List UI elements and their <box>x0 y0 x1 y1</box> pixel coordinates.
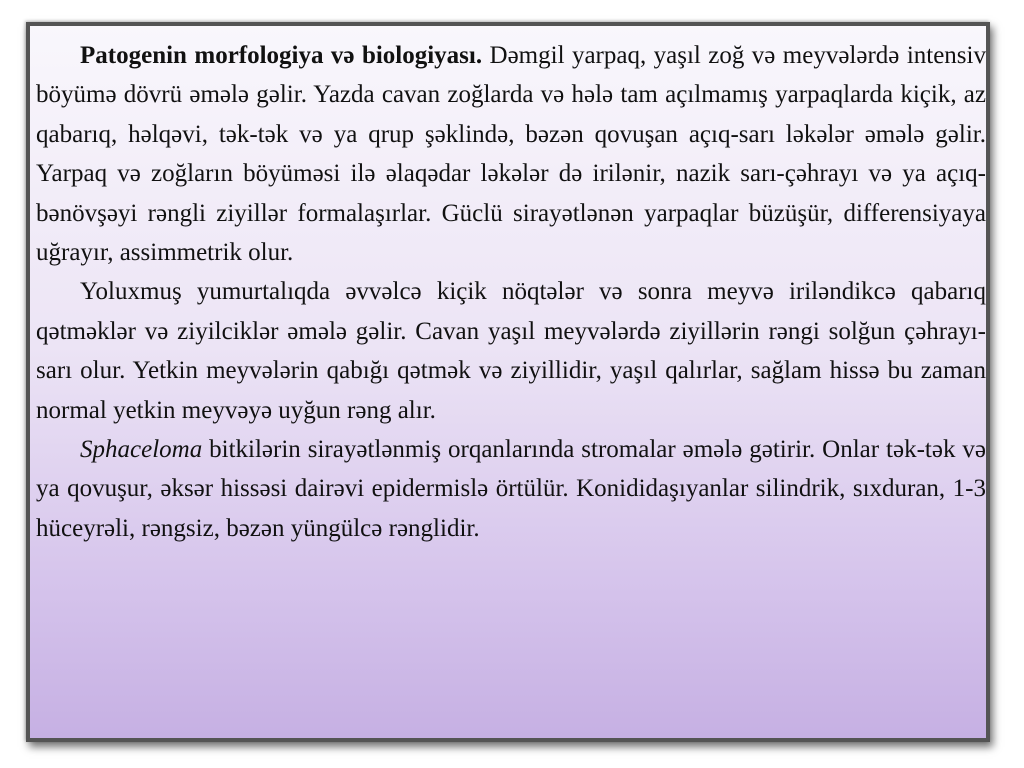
paragraph-sphaceloma <box>36 430 986 548</box>
paragraph-fruit-infection <box>36 272 986 430</box>
paragraph-body: Dəmgil yarpaq, yaşıl zoğ və meyvələrdə intensiv böyümə dövrü əmələ gəlir. Yazda cavan zoğlarda və hələ tam açılmamış yarpaqlarda kiçik, az qabarıq, həlqəvi, tək-tək və ya qrup şəklində, bəzən qovuşan açıq-sarı ləkələr əmələ gəlir. Yarpaq və zoğların böyüməsi ilə əlaqədar ləkələr də irilənir, nazik sarı-çəhrayı və ya açıq-bənövşəyi rəngli ziyillər formalaşırlar. Güclü sirayətlənən yarpaqlar büzüşür, differensiyaya uğrayır, assimmetrik olur. <box>36 42 986 267</box>
text-frame <box>26 22 990 742</box>
genus-name: Sphaceloma <box>80 436 203 464</box>
body-text <box>36 36 986 548</box>
section-heading: Patogenin morfologiya və biologiyası. <box>80 42 483 69</box>
paragraph-morphology <box>36 36 986 272</box>
paragraph-body: bitkilərin sirayətlənmiş orqanlarında stromalar əmələ gətirir. Onlar tək-tək və ya qovuşur, əksər hissəsi dairəvi epidermislə örtülür. Konididaşıyanlar silindrik, sıxduran, 1-3 hüceyrəli, rəngsiz, bəzən yüngülcə rənglidir. <box>36 436 986 542</box>
paragraph-body: Yoluxmuş yumurtalıqda əvvəlcə kiçik nöqtələr və sonra meyvə iriləndikcə qabarıq qətməklər və ziyilciklər əmələ gəlir. Cavan yaşıl meyvələrdə ziyillərin rəngi solğun çəhrayı-sarı olur. Yetkin meyvələrin qabığı qətmək və ziyillidir, yaşıl qalırlar, sağlam hissə bu zaman normal yetkin meyvəyə uyğun rəng alır. <box>36 278 986 424</box>
